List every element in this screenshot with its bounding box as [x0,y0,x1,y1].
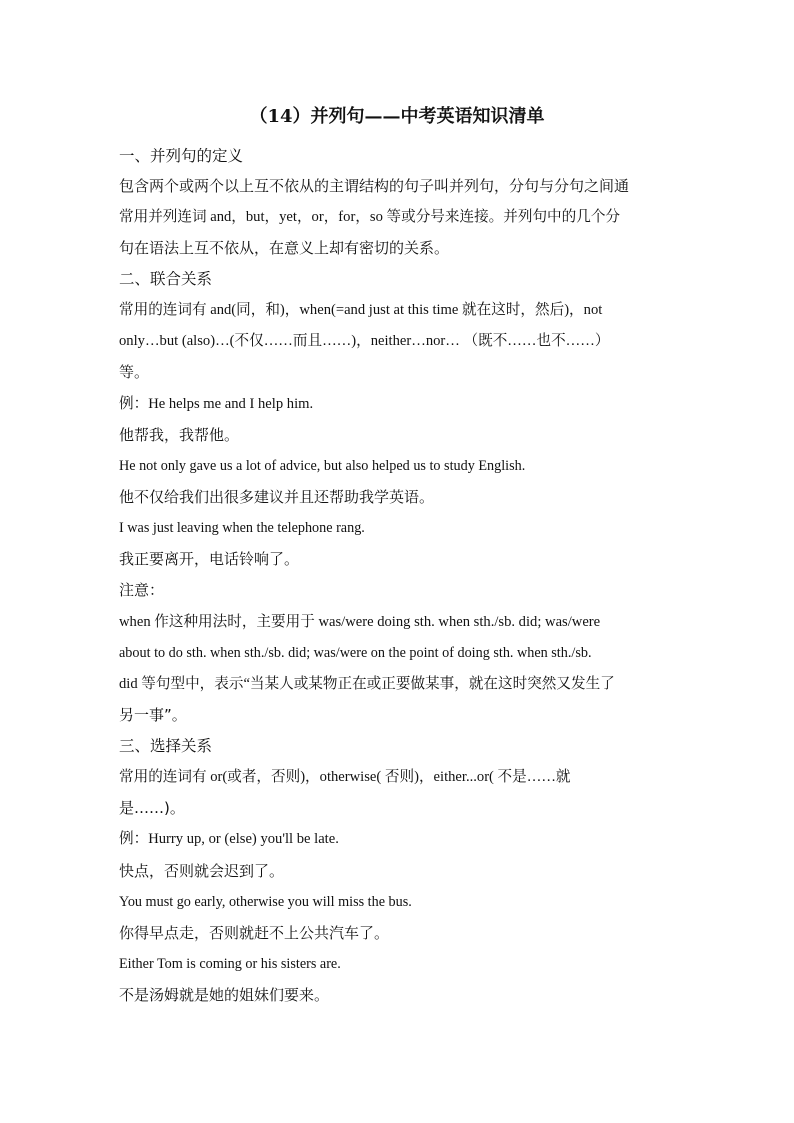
paragraph-line: about to do sth. when sth./sb. did; was/were on the point of doing sth. when sth./sb. [119,645,592,661]
example-translation: 他帮我，我帮他。 [119,426,240,444]
paragraph-line: 句在语法上互不依从，在意义上却有密切的关系。 [119,239,450,257]
paragraph-line: 常用的连词有 or(或者，否则)，otherwise( 否则)，either...or( 不是……就 [119,769,571,785]
example-translation: 我正要离开，电话铃响了。 [119,550,300,568]
section-heading-definition: 一、并列句的定义 [119,147,244,165]
paragraph-line: 包含两个或两个以上互不依从的主谓结构的句子叫并列句，分句与分句之间通 [119,177,630,195]
paragraph-line: when 作这种用法时，主要用于 was/were doing sth. when sth./sb. did; was/were [119,614,601,630]
page-title: （14）并列句——中考英语知识清单 [249,106,545,127]
example-sentence: Either Tom is coming or his sisters are. [119,956,341,972]
paragraph-line: 是……)。 [119,799,185,817]
example-sentence: I was just leaving when the telephone rang. [119,520,365,536]
example-translation: 不是汤姆就是她的姐妹们要来。 [119,986,330,1004]
paragraph-line: 常用的连词有 and(同，和)，when(=and just at this time 就在这时，然后)，not [119,302,603,318]
example-sentence: You must go early, otherwise you will miss the bus. [119,894,412,910]
example-translation: 快点，否则就会迟到了。 [119,862,285,880]
section-heading-coordinate: 二、联合关系 [119,270,213,288]
example-translation: 你得早点走，否则就赶不上公共汽车了。 [119,924,390,942]
paragraph-line: did 等句型中，表示“当某人或某物正在或正要做某事，就在这时突然又发生了 [119,676,615,692]
paragraph-line: 等。 [119,363,150,381]
example-sentence: 例：He helps me and I help him. [119,396,314,412]
paragraph-line: 另一事”。 [119,706,187,724]
example-translation: 他不仅给我们出很多建议并且还帮助我学英语。 [119,488,435,506]
paragraph-line: only…but (also)…(不仅……而且……)，neither…nor… （既不……也不……） [119,333,610,349]
section-heading-alternative: 三、选择关系 [119,737,213,755]
example-sentence: He not only gave us a lot of advice, but also helped us to study English. [119,458,526,474]
paragraph-line: 常用并列连词 and，but，yet，or，for，so 等或分号来连接。并列句中的几个分 [119,209,621,225]
example-sentence: 例：Hurry up, or (else) you'll be late. [119,831,339,847]
note-heading: 注意： [119,581,165,599]
